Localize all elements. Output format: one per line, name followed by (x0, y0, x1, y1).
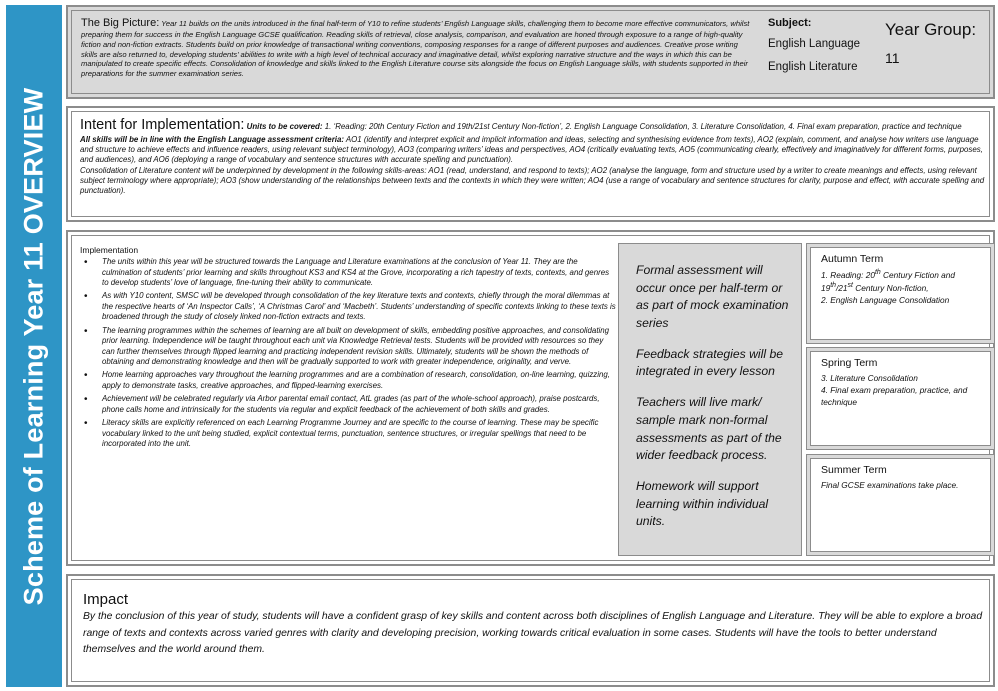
intent-inner (71, 111, 990, 217)
literature-text: Consolidation of Literature content will be underpinned by development in the following skills-areas: AO1 (read, understand, and respond to texts); AO2 (analyse the language, form and structure used by a writer to create meanings and effects, using relevant subject terminology where appropriate); AO3 (show understanding of the relationships between texts and the contexts in which they were written; AO4 (use a range of vocabulary and sentence structures for clarity, purpose and effect, with accurate spelling and punctuation). (80, 165, 985, 196)
subject-label: Subject: (768, 17, 812, 29)
implementation-panel (66, 230, 995, 566)
units-label: Units to be covered: (246, 122, 323, 131)
list-item: • Achievement will be celebrated regularly via Arbor parental email contact, AtL grades (as part of the whole-school approach), praise postcards, phone calls home and intrinsically for the students via regular and explicit feedback of the achievement of both skills and grades. (80, 394, 616, 415)
spring-term-items (821, 372, 980, 408)
assessment-item: Homework will support learning within individual units. (636, 478, 769, 529)
impact-title: Impact (83, 591, 129, 608)
implementation-title: Implementation (80, 245, 139, 255)
autumn-term-box (806, 243, 995, 344)
impact-panel (66, 574, 995, 687)
big-picture-label: The Big Picture: (81, 17, 160, 29)
autumn-term-items (821, 268, 980, 306)
autumn-term-item: 1. Reading: 20th Century Fiction and 19th/21st Century Non-fiction, (821, 269, 955, 293)
intent-skills-line (80, 135, 985, 166)
spring-term-inner (810, 351, 991, 446)
intent-title: Intent for Implementation: (80, 117, 245, 133)
list-item: • Literacy skills are explicitly referenced on each Learning Programme Journey and are specific to the course of learning. These may be specific vocabulary linked to the unit being studied, explicit contextual terms, punctuation, sentence structures, or irregular spellings that need to be incorporated into the unit. (80, 418, 616, 449)
intent-panel (66, 106, 995, 222)
subject-english-literature: English Literature (768, 61, 858, 73)
assessment-box (618, 243, 802, 556)
impact-inner (71, 579, 990, 682)
skills-text: AO1 (identify and interpret explicit and implicit information and ideas, selecting and synthesising evidence from texts), AO2 (explain, comment, and analyse how writers use language and structure to achieve effects and influence readers, using relevant subject terminology), AO3 (comparing writers’ ideas and perspectives, AO4 (critically evaluating texts, AO5 (communicating clearly, effectively and imaginatively for different forms, purposes, and audiences), and AO6 (deploying a range of vocabulary and sentence structures with accurate spelling and punctuation). (80, 134, 983, 165)
intent-content (80, 116, 985, 196)
implementation-text-block (80, 245, 616, 452)
spring-term-item: 3. Literature Consolidation (821, 373, 918, 383)
side-title-banner (6, 5, 62, 687)
intent-units-line (80, 116, 985, 135)
spring-term-item: 4. Final exam preparation, practice, and technique (821, 385, 968, 408)
assessment-item: Teachers will live mark/ sample mark non-formal assessments as part of the wider feedback process. (636, 395, 782, 463)
implementation-list (80, 257, 616, 449)
spring-term-title: Spring Term (821, 357, 878, 369)
autumn-term-inner (810, 247, 991, 340)
big-picture-inner (71, 10, 990, 94)
impact-text: By the conclusion of this year of study, students will have a confident grasp of key skills and content across both disciplines of English Language and Literature. They will be able to explore a broad range of texts and contexts across varied genres with clarity and developing precision, working towards critical evaluation in some cases. Students will have the tools to better understand themselves and the world around them. (83, 611, 983, 656)
list-item: • The learning programmes within the schemes of learning are all built on development of skills, embedding positive approaches, and consolidating prior learning. Independence will be taught throughout each unit via Knowledge Retrieval tests. Students will be provided with resources so they can further themselves through flipped learning and practicing independent revision skills. Ultimately, students will be shown the methods of obtaining and demonstrating knowledge and then will be gradually supported to work with greater independence, originality, and verve. (80, 326, 616, 368)
subject-english-language: English Language (768, 38, 861, 50)
year-group-label: Year Group: (885, 20, 977, 39)
autumn-term-item: 2. English Language Consolidation (821, 294, 950, 305)
summer-term-title: Summer Term (821, 464, 887, 476)
year-group-block (885, 20, 995, 66)
units-text: 1. ‘Reading: 20th Century Fiction and 19th/21st Century Non-fiction’, 2. English Language Consolidation, 3. Literature Consolidation, 4. Final exam preparation, practice and technique (324, 122, 962, 131)
summer-term-inner (810, 458, 991, 552)
impact-content (83, 591, 988, 659)
year-group-value: 11 (885, 50, 900, 66)
list-item: • The units within this year will be structured towards the Language and Literature examinations at the conclusion of Year 11. They are the culmination of students’ prior learning and skills throughout KS3 and KS4 at the Grove, incorporating a rich tapestry of texts, contexts, and genres to develop students’ love of language, fine-tuning their ability to communicate. (80, 257, 616, 288)
skills-label: All skills will be in line with the English Language assessment criteria: (80, 134, 344, 144)
big-picture-text-block (81, 16, 756, 79)
subject-block (768, 17, 880, 84)
autumn-term-title: Autumn Term (821, 253, 884, 265)
summer-term-box (806, 454, 995, 556)
big-picture-panel (66, 5, 995, 99)
list-item: • Home learning approaches vary throughout the learning programmes and are a combination of research, consolidation, on-line learning, quizzing, apply to demonstrate tasks, creative approaches, and flipped-learning exercises. (80, 370, 616, 391)
assessment-item: Formal assessment will occur once per half-term or as part of mock examination series (636, 263, 789, 331)
summer-term-item: Final GCSE examinations take place. (821, 480, 959, 490)
assessment-item: Feedback strategies will be integrated in every lesson (636, 346, 783, 379)
side-title: Scheme of Learning Year 11 OVERVIEW (18, 87, 49, 605)
big-picture-text: Year 11 builds on the units introduced in the final half-term of Y10 to refine students’ English Language skills, challenging them to become more effective communicators, whilst preparing them for success in the English Language GCSE qualification. Reading skills of retrieval, close analysis, comparison, and evaluation are honed through exposure to a range of high-quality fiction and non-fiction extracts. Students build on prior knowledge of transactional writing conventions, composing responses for a range of different purposes and audiences. Creative prose writing skills are also returned to, developing students’ abilities to write with a high level of technical accuracy and imaginative detail, whilst exploring narrative structure and the ways in which this can be manipulated to create specific effects. Consolidation of knowledge and skills linked to the English Literature course sits alongside the focus on English Language skills, with students supported in their preparations for the summer examination series. (81, 19, 750, 78)
implementation-inner (71, 235, 990, 561)
spring-term-box (806, 347, 995, 450)
list-item: • As with Y10 content, SMSC will be developed through consolidation of the key literature texts and contexts, chiefly through the moral dilemmas at the respective hearts of ‘An Inspector Calls’, ‘A Christmas Carol’ and ‘Macbeth’. Students’ understanding of specific contexts linking to these texts is broadened through the study of closely linked non-fiction extracts and texts. (80, 291, 616, 322)
summer-term-items (821, 479, 980, 491)
